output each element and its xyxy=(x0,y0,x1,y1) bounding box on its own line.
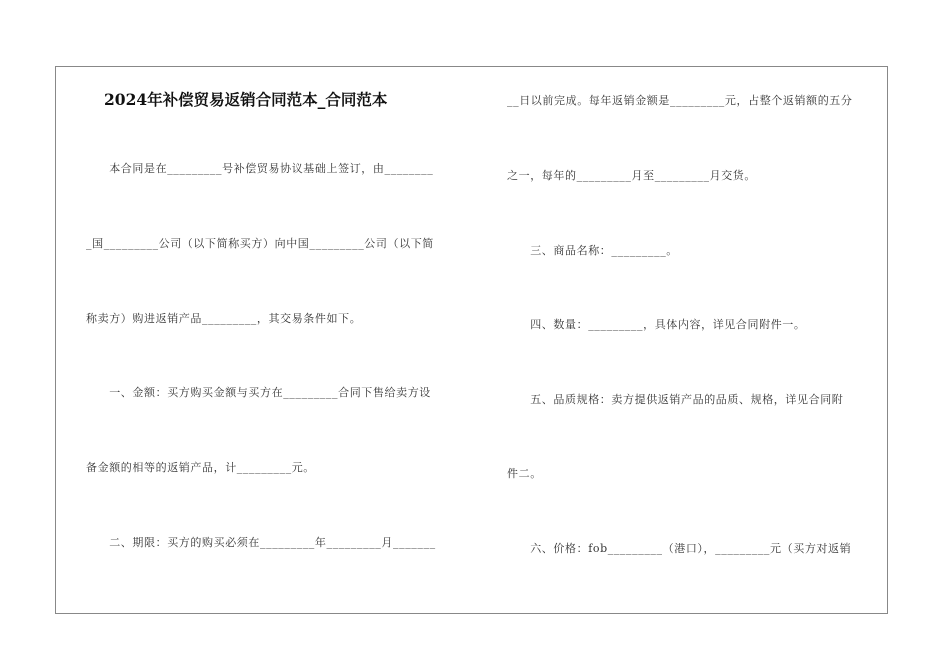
page-frame xyxy=(55,66,888,614)
right-line-7: 六、价格：fob_________（港口），_________元（买方对返销 xyxy=(507,542,852,555)
left-line-5: 备金额的相等的返销产品，计_________元。 xyxy=(86,461,315,474)
right-line-5: 五、品质规格：卖方提供返销产品的品质、规格，详见合同附 xyxy=(507,393,844,406)
right-line-3: 三、商品名称：_________。 xyxy=(507,244,678,257)
right-line-2: 之一，每年的_________月至_________月交货。 xyxy=(507,169,756,182)
right-line-1: __日以前完成。每年返销金额是_________元，占整个返销额的五分 xyxy=(507,94,853,107)
left-line-2: _国_________公司（以下简称买方）向中国_________公司（以下简 xyxy=(86,237,434,250)
left-line-1: 本合同是在_________号补偿贸易协议基础上签订，由________ xyxy=(86,162,434,175)
left-line-6: 二、期限：买方的购买必须在_________年_________月_______ xyxy=(86,536,436,549)
left-line-3: 称卖方）购进返销产品_________，其交易条件如下。 xyxy=(86,312,362,325)
document-title: 2024年补偿贸易返销合同范本_合同范本 xyxy=(104,90,388,109)
right-line-4: 四、数量：_________，具体内容，详见合同附件一。 xyxy=(507,318,806,331)
left-line-4: 一、金额：买方购买金额与买方在_________合同下售给卖方设 xyxy=(86,386,431,399)
right-line-6: 件二。 xyxy=(507,467,542,480)
